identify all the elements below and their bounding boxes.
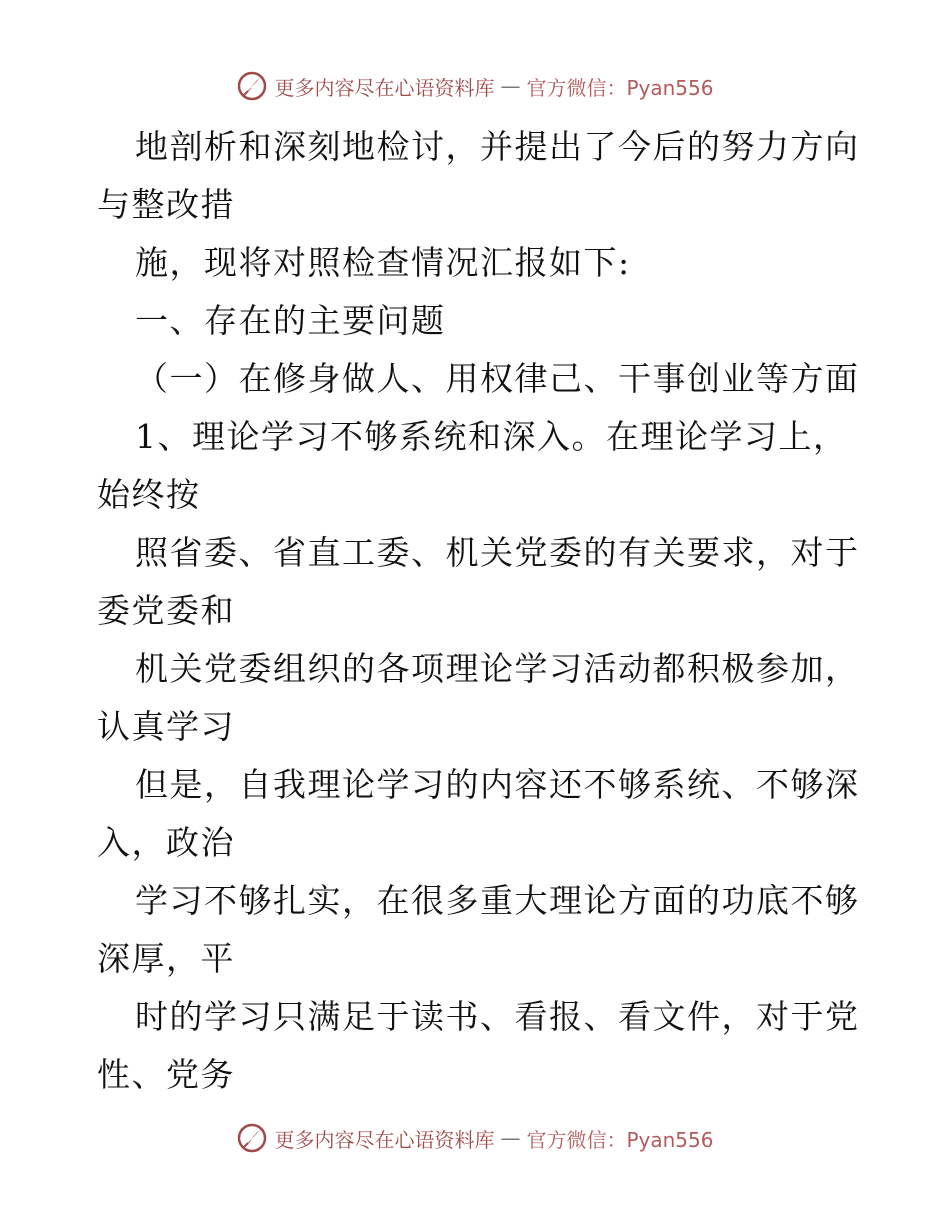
body-line: 地剖析和深刻地检讨，并提出了今后的努力方向 [135,127,860,166]
section-heading: 一、存在的主要问题 [135,301,446,340]
body-line: 1、理论学习不够系统和深入。在理论学习上， [135,417,848,456]
body-line: 深厚，平 [97,939,235,978]
body-line: 始终按 [97,475,201,514]
body-line: 照省委、省直工委、机关党委的有关要求，对于 [135,533,860,572]
body-line: 但是，自我理论学习的内容还不够系统、不够深 [135,765,860,804]
watermark-text: 更多内容尽在心语资料库 [274,75,495,100]
watermark-wechat: 官方微信：Pyan556 [526,1127,714,1152]
watermark-dash: — [500,1126,521,1150]
footer-watermark [0,1122,950,1154]
feather-logo-icon [236,70,268,102]
body-line: 认真学习 [97,707,235,746]
feather-logo-icon [236,1122,268,1154]
body-line: 施，现将对照检查情况汇报如下: [135,243,631,282]
body-line: 入，政治 [97,823,235,862]
body-line: 学习不够扎实，在很多重大理论方面的功底不够 [135,881,860,920]
watermark-wechat: 官方微信：Pyan556 [526,75,714,100]
body-line: 时的学习只满足于读书、看报、看文件，对于党 [135,997,860,1036]
watermark-text: 更多内容尽在心语资料库 [274,1127,495,1152]
header-watermark [0,70,950,102]
body-line: 机关党委组织的各项理论学习活动都积极参加， [135,649,860,688]
body-line: 委党委和 [97,591,235,630]
body-line: 与整改措 [97,185,235,224]
watermark-dash: — [500,74,521,98]
body-line: 性、党务 [97,1055,235,1094]
subsection-heading: （一）在修身做人、用权律己、干事创业等方面 [135,359,860,398]
document-body [97,118,860,1104]
